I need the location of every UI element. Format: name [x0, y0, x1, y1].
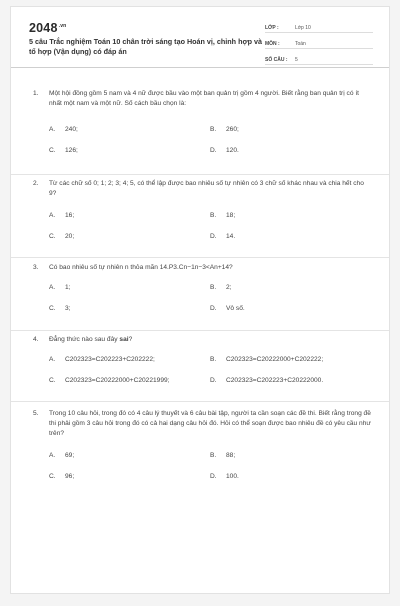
- option-text: 120.: [226, 147, 239, 154]
- option-letter: A.: [49, 452, 56, 459]
- answer-option[interactable]: [210, 370, 371, 391]
- option-text: 69;: [65, 452, 75, 459]
- meta-value: 5: [295, 57, 298, 63]
- option-letter: A.: [49, 284, 56, 291]
- question-text: Từ các chữ số 0; 1; 2; 3; 4; 5, có thể lập được bao nhiêu số tự nhiên có 3 chữ số khác nhau và chia hết cho 9?: [49, 180, 364, 197]
- option-text: 126;: [65, 147, 78, 154]
- answer-option[interactable]: [49, 277, 210, 298]
- question-4: [11, 331, 389, 402]
- answer-option[interactable]: [49, 370, 210, 391]
- answer-option[interactable]: [210, 205, 371, 226]
- answer-option[interactable]: [210, 298, 371, 319]
- meta-value: Lớp 10: [295, 25, 311, 31]
- meta-row-class: [265, 19, 373, 33]
- option-letter: C.: [49, 147, 56, 154]
- option-text: C202323=C20222000+C20221999;: [65, 377, 170, 384]
- site-logo[interactable]: [29, 21, 66, 35]
- option-letter: D.: [210, 305, 217, 312]
- logo-text: 2048: [29, 21, 58, 35]
- option-text: 100.: [226, 473, 239, 480]
- option-letter: C.: [49, 473, 56, 480]
- option-text: 2;: [226, 284, 232, 291]
- option-text: 18;: [226, 212, 236, 219]
- meta-row-subject: [265, 35, 373, 49]
- option-letter: C.: [49, 233, 56, 240]
- meta-label: LỚP :: [265, 25, 279, 31]
- option-letter: B.: [210, 356, 217, 363]
- answer-options: [11, 277, 389, 319]
- question-number: 4.: [33, 336, 39, 343]
- worksheet-header: [11, 7, 389, 68]
- answer-option[interactable]: [210, 349, 371, 370]
- question-3: [11, 258, 389, 331]
- meta-value: Toán: [295, 41, 306, 47]
- question-2: [11, 175, 389, 258]
- answer-option[interactable]: [210, 140, 371, 161]
- question-list: [11, 73, 389, 502]
- option-letter: B.: [210, 212, 217, 219]
- question-text: [49, 335, 371, 345]
- answer-option[interactable]: [210, 119, 371, 140]
- answer-options: [11, 119, 389, 161]
- answer-option[interactable]: [49, 140, 210, 161]
- meta-row-count: [265, 51, 373, 65]
- option-letter: A.: [49, 212, 56, 219]
- question-number: 2.: [33, 180, 39, 187]
- answer-option[interactable]: [49, 445, 210, 466]
- answer-option[interactable]: [210, 466, 371, 487]
- option-text: 16;: [65, 212, 75, 219]
- answer-option[interactable]: [49, 119, 210, 140]
- logo-suffix: .vn: [58, 22, 67, 29]
- question-text: Trong 10 câu hỏi, trong đó có 4 câu lý thuyết và 6 câu bài tập, người ta cần soạn các đề thi. Biết rằng trong đề thi phải gồm 3 câu hỏi trong đó có cả hai dạng câu hỏi đó. Hỏi có thể soạn được bao nhiêu đề có yêu cầu như trên?: [49, 410, 371, 437]
- answer-option[interactable]: [49, 298, 210, 319]
- option-text: 88;: [226, 452, 236, 459]
- question-1: [11, 73, 389, 175]
- option-text: C202323=C202223+C202222;: [65, 356, 155, 363]
- option-text: 96;: [65, 473, 75, 480]
- answer-option[interactable]: [210, 226, 371, 247]
- option-letter: A.: [49, 126, 56, 133]
- option-letter: D.: [210, 147, 217, 154]
- question-text: Có bao nhiêu số tự nhiên n thỏa mãn 14.P3.Cn−1n−3<An+14?: [49, 264, 233, 271]
- option-text: 14.: [226, 233, 236, 240]
- meta-label: SỐ CÂU :: [265, 57, 288, 63]
- option-text: 240;: [65, 126, 78, 133]
- option-text: Vô số.: [226, 305, 245, 312]
- option-letter: B.: [210, 452, 217, 459]
- option-letter: B.: [210, 126, 217, 133]
- option-letter: D.: [210, 473, 217, 480]
- question-number: 5.: [33, 410, 39, 417]
- question-5: [11, 402, 389, 502]
- option-text: 3;: [65, 305, 71, 312]
- answer-option[interactable]: [49, 466, 210, 487]
- option-letter: B.: [210, 284, 217, 291]
- answer-option[interactable]: [49, 349, 210, 370]
- question-text-end: ?: [128, 336, 133, 343]
- question-text: Một hội đồng gồm 5 nam và 4 nữ được bầu vào một ban quản trị gồm 4 người. Biết rằng ban quản trị có ít nhất một nam và một nữ. Số cách bầu chọn là:: [49, 90, 359, 107]
- option-text: 1;: [65, 284, 71, 291]
- answer-options: [11, 445, 389, 487]
- option-letter: C.: [49, 305, 56, 312]
- answer-option[interactable]: [49, 205, 210, 226]
- option-text: 20;: [65, 233, 75, 240]
- option-letter: A.: [49, 356, 56, 363]
- answer-option[interactable]: [210, 445, 371, 466]
- answer-option[interactable]: [49, 226, 210, 247]
- option-text: C202323=C20222000+C202222;: [226, 356, 324, 363]
- meta-label: MÔN :: [265, 41, 280, 47]
- option-letter: D.: [210, 233, 217, 240]
- worksheet-meta: [265, 19, 373, 67]
- answer-options: [11, 205, 389, 247]
- question-text-start: Đẳng thức nào sau đây: [49, 336, 120, 343]
- question-number: 3.: [33, 264, 39, 271]
- question-keyword: sai: [119, 336, 129, 343]
- option-text: C202323=C202223+C20222000.: [226, 377, 324, 384]
- worksheet-title: 5 câu Trắc nghiệm Toán 10 chân trời sáng tạo Hoán vị, chỉnh hợp và tổ hợp (Vận dụng) có đáp án: [29, 37, 262, 56]
- option-text: 260;: [226, 126, 239, 133]
- option-letter: C.: [49, 377, 56, 384]
- answer-options: [11, 349, 389, 391]
- worksheet-page: [10, 6, 390, 594]
- option-letter: D.: [210, 377, 217, 384]
- question-number: 1.: [33, 90, 39, 97]
- answer-option[interactable]: [210, 277, 371, 298]
